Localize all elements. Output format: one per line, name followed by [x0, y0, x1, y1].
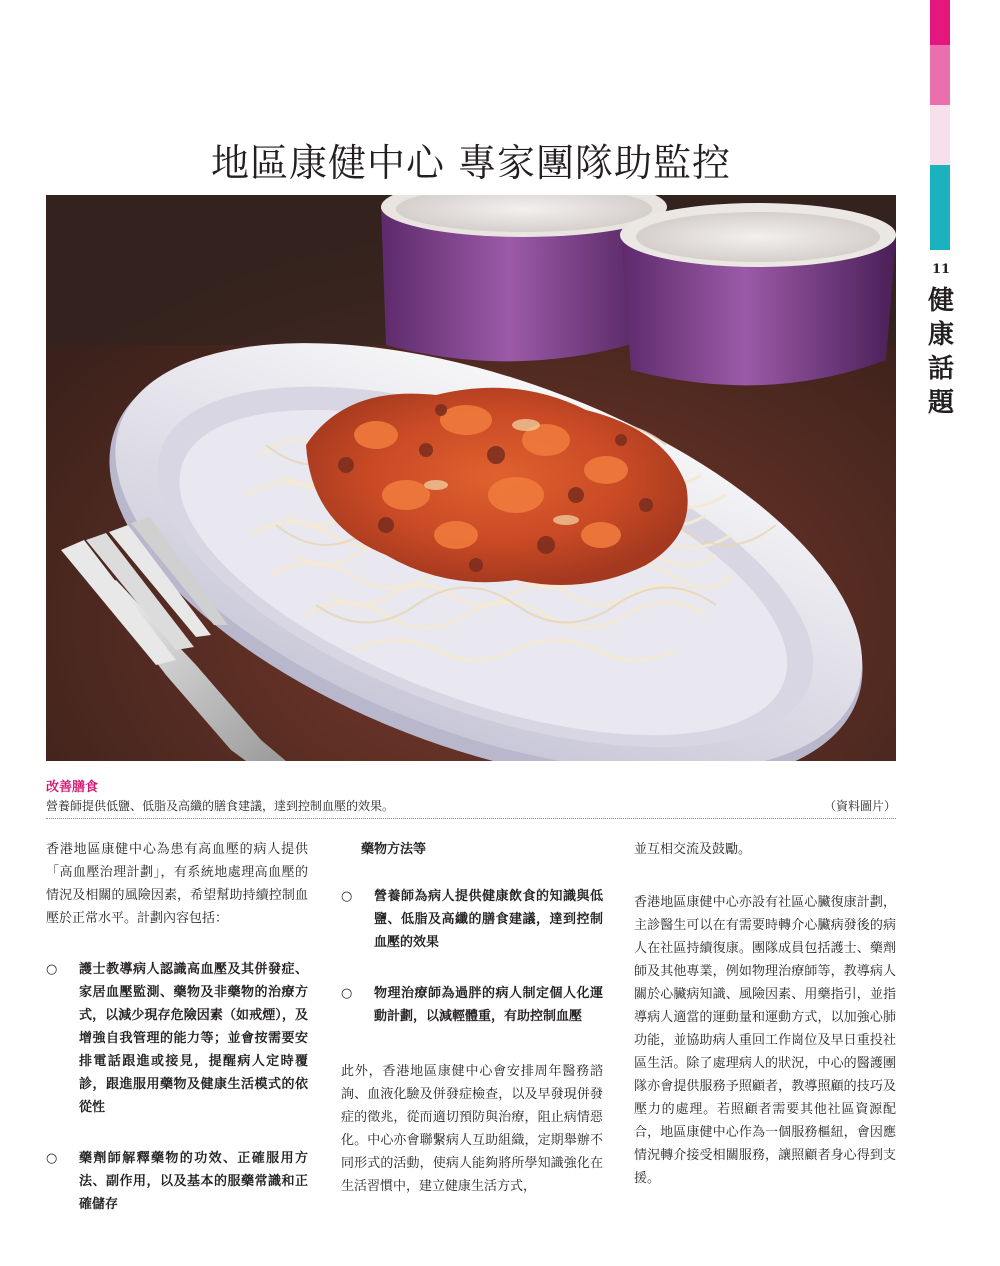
list-item-text: 護士教導病人認識高血壓及其併發症、家居血壓監測、藥物及非藥物的治療方式，以減少現存危險因素（如戒煙），及增強自我管理的能力等；並會按需要安排電話跟進或接見，提醒病人定時覆診，跟進服用藥物及健康生活模式的依從性 — [79, 962, 308, 1115]
color-tab-pink — [930, 45, 950, 105]
section-title-char: 題 — [927, 388, 954, 418]
list-item — [46, 1147, 308, 1216]
article-paragraph: 此外，香港地區康健中心會安排周年醫務諮詢、血液化驗及併發症檢查，以及早發現併發症的徵兆，從而適切預防與治療，阻止病情惡化。中心亦會聯繫病人互助組織，定期舉辦不同形式的活動，使病人能夠將所學知識強化在生活習慣中，建立健康生活方式， — [341, 1064, 603, 1194]
list-item-text: 物理治療師為過胖的病人制定個人化運動計劃，以減輕體重，有助控制血壓 — [374, 986, 603, 1024]
bullet-circle-icon: ○ — [46, 962, 58, 977]
caption-divider — [46, 818, 896, 819]
section-title-char: 康 — [927, 320, 954, 350]
caption-text: 營養師提供低鹽、低脂及高纖的膳食建議，達到控制血壓的效果。 — [46, 799, 395, 813]
list-item-text: 藥劑師解釋藥物的功效、正確服用方法、副作用，以及基本的服藥常識和正確儲存 — [79, 1151, 308, 1212]
section-title-char: 健 — [927, 286, 954, 316]
bullet-circle-icon: ○ — [46, 1151, 58, 1166]
section-title-char: 話 — [927, 354, 954, 384]
color-tab-teal — [930, 165, 950, 250]
list-item-continuation: 藥物方法等 — [361, 842, 427, 857]
food-photo — [46, 195, 896, 761]
color-tab-magenta — [930, 0, 950, 45]
caption-credit: （資料圖片） — [823, 799, 896, 813]
bullet-circle-icon: ○ — [341, 889, 353, 904]
section-title — [926, 284, 956, 420]
caption-title: 改善膳食 — [46, 780, 99, 795]
list-item — [46, 958, 308, 1119]
list-item-text: 營養師為病人提供健康飲食的知識與低鹽、低脂及高纖的膳食建議，達到控制血壓的效果 — [374, 889, 603, 950]
article-paragraph-continuation: 並互相交流及鼓勵。 — [634, 842, 752, 857]
list-item — [341, 885, 603, 954]
color-tab-light-pink — [930, 105, 950, 165]
article-paragraph: 香港地區康健中心為患有高血壓的病人提供「高血壓治理計劃」，有系統地處理高血壓的情況及相關的風險因素，希望幫助持續控制血壓於正常水平。計劃內容包括： — [46, 842, 308, 926]
cup-right — [620, 203, 896, 385]
article-column-2 — [341, 838, 603, 1198]
page-number: 11 — [931, 262, 951, 277]
article-paragraph: 香港地區康健中心亦設有社區心臟復康計劃，主診醫生可以在有需要時轉介心臟病發後的病人在社區持續復康。團隊成員包括護士、藥劑師及其他專業，例如物理治療師等，教導病人關於心臟病知識、風險因素、用藥指引，並指導病人適當的運動量和運動方式，以加強心肺功能，並協助病人重回工作崗位及早日重投社區生活。除了處理病人的狀況，中心的醫護團隊亦會提供服務予照顧者，教導照顧的技巧及壓力的處理。若照顧者需要其他社區資源配合，地區康健中心作為一個服務樞紐，會因應情況轉介接受相關服務，讓照顧者身心得到支援。 — [634, 895, 896, 1186]
cup-left — [381, 195, 667, 361]
article-column-1 — [46, 838, 308, 1216]
article-column-3 — [634, 838, 896, 1190]
list-item — [341, 982, 603, 1028]
page-heading: 地區康健中心 專家團隊助監控 — [210, 141, 732, 185]
bullet-circle-icon: ○ — [341, 986, 353, 1001]
